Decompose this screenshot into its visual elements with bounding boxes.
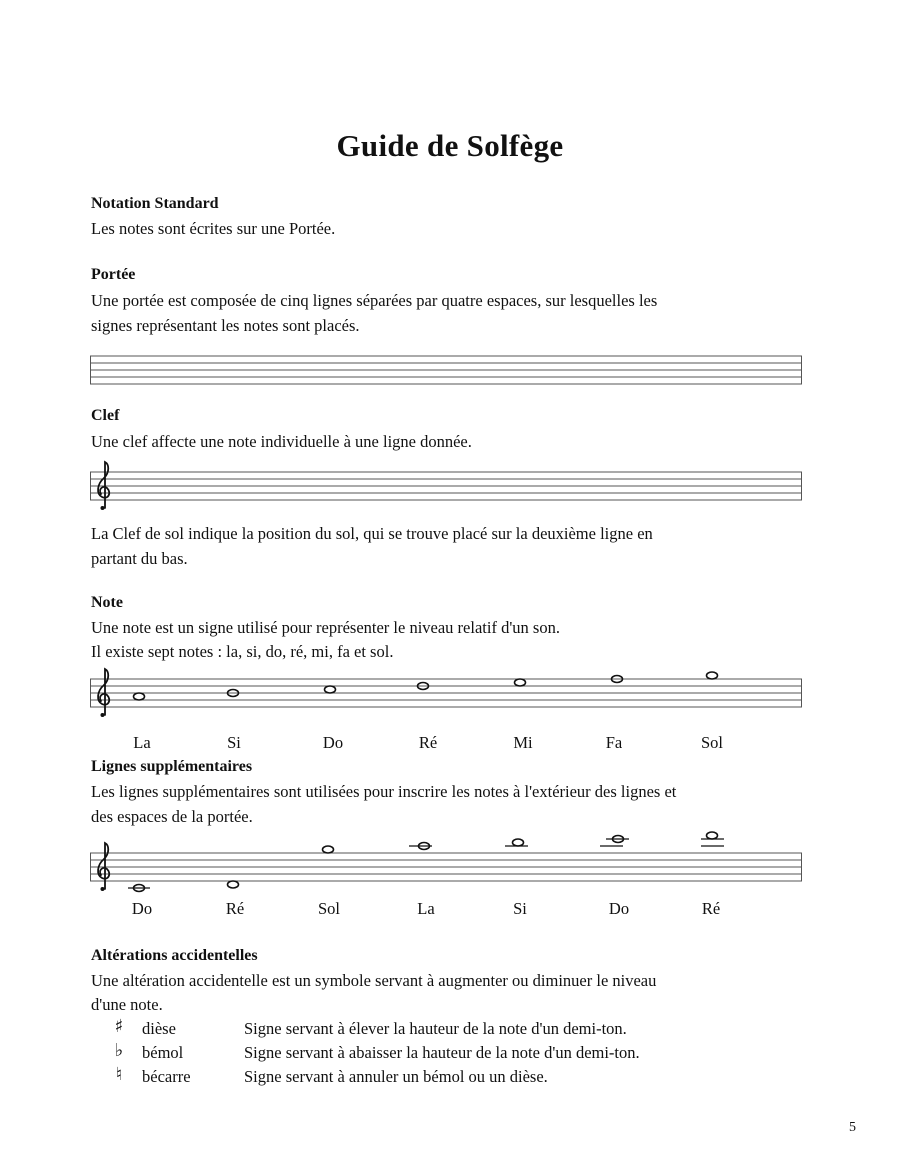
accidentals-text-line-1: Une altération accidentelle est un symbole servant à augmenter ou diminuer le niveau xyxy=(91,971,657,990)
ledger-label-la: La xyxy=(417,899,435,918)
clef-text: Une clef affecte une note individuelle à une ligne donnée. xyxy=(91,432,472,451)
note-label-do: Do xyxy=(322,733,344,752)
page-number: 5 xyxy=(849,1120,856,1135)
accidental-name-diese: dièse xyxy=(142,1019,176,1038)
heading-portee: Portée xyxy=(91,266,136,283)
note-label-sol: Sol xyxy=(700,733,723,752)
note-text-line-1: Une note est un signe utilisé pour représenter le niveau relatif d'un son. xyxy=(91,618,560,637)
ledger-label-do: Do xyxy=(131,899,153,918)
note-label-la: La xyxy=(133,733,151,752)
clef-desc-line-2: partant du bas. xyxy=(91,549,188,568)
whole-note-high-re xyxy=(707,832,718,839)
accidental-desc-diese: Signe servant à élever la hauteur de la note d'un demi-ton. xyxy=(244,1019,627,1038)
natural-icon: ♮ xyxy=(115,1064,123,1085)
portee-text-line-1: Une portée est composée de cinq lignes séparées par quatre espaces, sur lesquelles les xyxy=(91,291,658,310)
whole-note-high-si xyxy=(513,839,524,846)
note-label-mi: Mi xyxy=(513,733,533,752)
whole-note-high-sol xyxy=(323,846,334,853)
note-label-fa: Fa xyxy=(605,733,623,752)
whole-note-mi xyxy=(515,679,526,686)
ledger-label-re-high: Ré xyxy=(701,899,721,918)
accidental-name-bemol: bémol xyxy=(142,1043,184,1062)
clef-staff xyxy=(90,458,802,516)
note-label-si: Si xyxy=(227,733,241,752)
ledger-label-sol: Sol xyxy=(317,899,340,918)
whole-note-la xyxy=(134,693,145,700)
note-label-re: Ré xyxy=(418,733,438,752)
sharp-icon: ♯ xyxy=(114,1016,124,1037)
portee-text-line-2: signes représentant les notes sont placés. xyxy=(91,316,360,335)
empty-staff xyxy=(90,352,802,388)
notation-text: Les notes sont écrites sur une Portée. xyxy=(91,219,336,238)
clef-desc-line-1: La Clef de sol indique la position du sol, qui se trouve placé sur la deuxième ligne en xyxy=(91,524,653,543)
note-text-line-2: Il existe sept notes : la, si, do, ré, mi, fa et sol. xyxy=(91,642,394,661)
page-title: Guide de Solfège xyxy=(336,128,564,163)
heading-accidentals: Altérations accidentelles xyxy=(91,947,258,964)
ledger-text-line-1: Les lignes supplémentaires sont utilisées pour inscrire les notes à l'extérieur des lignes et xyxy=(91,782,677,801)
notes-staff xyxy=(90,666,802,724)
ledger-staff xyxy=(90,832,802,896)
accidental-desc-bemol: Signe servant à abaisser la hauteur de la note d'un demi-ton. xyxy=(244,1043,640,1062)
ledger-text-line-2: des espaces de la portée. xyxy=(91,807,253,826)
heading-clef: Clef xyxy=(91,407,120,424)
accidental-desc-becarre: Signe servant à annuler un bémol ou un dièse. xyxy=(244,1067,548,1086)
accidentals-text-line-2: d'une note. xyxy=(91,995,163,1014)
ledger-label-re: Ré xyxy=(225,899,245,918)
whole-note-sol xyxy=(707,672,718,679)
ledger-label-si: Si xyxy=(513,899,527,918)
accidental-name-becarre: bécarre xyxy=(142,1067,191,1086)
heading-note: Note xyxy=(91,594,123,611)
heading-ledger-lines: Lignes supplémentaires xyxy=(91,758,253,775)
ledger-label-do-high: Do xyxy=(608,899,630,918)
whole-note-low-re xyxy=(228,881,239,888)
flat-icon: ♭ xyxy=(114,1040,124,1061)
heading-notation-standard: Notation Standard xyxy=(91,195,219,212)
whole-note-do xyxy=(325,686,336,693)
